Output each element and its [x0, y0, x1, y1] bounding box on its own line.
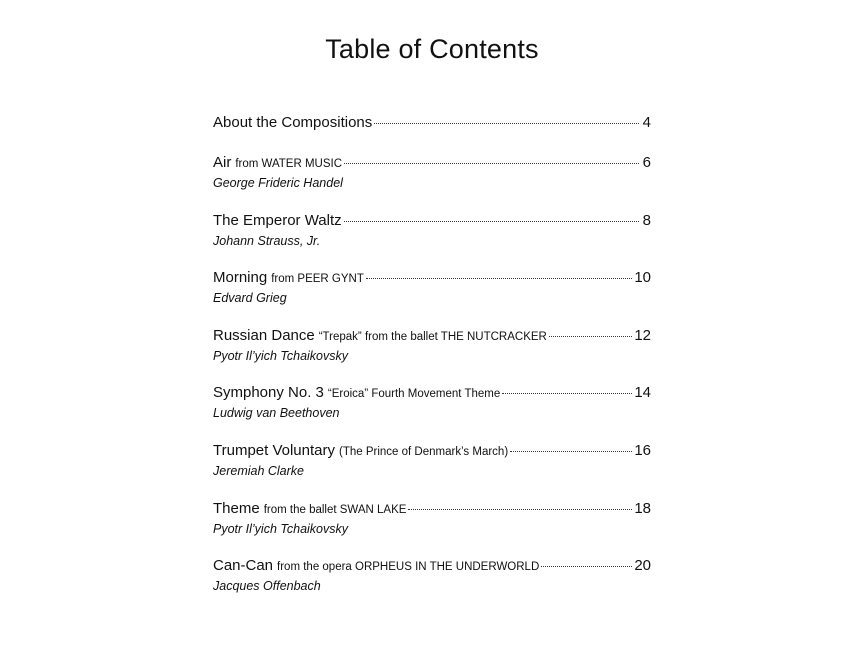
- toc-entry-page: 4: [642, 114, 651, 131]
- dot-leader: [541, 566, 632, 567]
- toc-entry: [213, 384, 651, 422]
- toc-entry-title: About the Compositions: [213, 114, 373, 131]
- toc-entry-title: Russian Dance: [213, 327, 315, 344]
- toc-entry-page: 8: [642, 212, 651, 229]
- toc-entry-page: 6: [642, 154, 651, 171]
- toc-entry: [213, 327, 651, 365]
- toc-entry-composer: Pyotr Il’yich Tchaikovsky: [213, 522, 348, 536]
- toc-entry: [213, 557, 651, 595]
- toc-entry-page: 20: [634, 557, 651, 574]
- toc-entry: [213, 114, 651, 134]
- toc-entry-line: [213, 154, 651, 174]
- toc-entry-line: [213, 269, 651, 289]
- dot-leader: [344, 163, 639, 164]
- toc-entry-line: [213, 442, 651, 462]
- toc-entry-line: [213, 384, 651, 404]
- toc-entry-line: [213, 557, 651, 577]
- dot-leader: [374, 123, 639, 124]
- toc-entry-line: [213, 212, 651, 232]
- toc-entry-line: [213, 114, 651, 134]
- toc-entry: [213, 154, 651, 192]
- toc-entry-subtitle: from the opera ORPHEUS IN THE UNDERWORLD: [277, 561, 540, 573]
- toc-entry-title: Morning: [213, 269, 268, 286]
- toc-entry-page: 18: [634, 500, 651, 517]
- dot-leader: [510, 451, 632, 452]
- toc-entry-composer: Jeremiah Clarke: [213, 464, 305, 478]
- toc-entry-page: 14: [634, 384, 651, 401]
- toc-entry-composer: Johann Strauss, Jr.: [213, 234, 321, 248]
- toc-entry: [213, 442, 651, 480]
- toc-entry-title: Theme: [213, 500, 260, 517]
- dot-leader: [344, 221, 639, 222]
- toc-entry-subtitle: from PEER GYNT: [271, 273, 364, 285]
- toc-entry-composer: George Frideric Handel: [213, 176, 343, 190]
- toc-entry: [213, 212, 651, 250]
- page-title: Table of Contents: [325, 34, 539, 64]
- toc-entry-title: Air: [213, 154, 232, 171]
- toc-entry-subtitle: “Trepak” from the ballet THE NUTCRACKER: [318, 331, 547, 343]
- toc-entry-page: 12: [634, 327, 651, 344]
- dot-leader: [549, 336, 632, 337]
- toc-entry-composer: Ludwig van Beethoven: [213, 406, 340, 420]
- toc-entry-title: Trumpet Voluntary: [213, 442, 335, 459]
- toc-entry-composer: Pyotr Il’yich Tchaikovsky: [213, 349, 348, 363]
- toc-entry: [213, 500, 651, 538]
- toc-entry-title: Can-Can: [213, 557, 274, 574]
- toc-entry-subtitle: from WATER MUSIC: [235, 158, 343, 170]
- toc-entry-line: [213, 327, 651, 347]
- toc-entry-page: 10: [634, 269, 651, 286]
- toc-entry: [213, 269, 651, 307]
- toc-entry-page: 16: [634, 442, 651, 459]
- toc-entry-title: The Emperor Waltz: [213, 212, 342, 229]
- toc-entry-composer: Jacques Offenbach: [213, 579, 321, 593]
- toc-entry-subtitle: from the ballet SWAN LAKE: [263, 504, 407, 516]
- dot-leader: [408, 509, 632, 510]
- toc-entry-title: Symphony No. 3: [213, 384, 324, 401]
- dot-leader: [366, 278, 632, 279]
- dot-leader: [502, 393, 632, 394]
- toc-entry-composer: Edvard Grieg: [213, 291, 287, 305]
- toc-entry-subtitle: (The Prince of Denmark’s March): [339, 446, 509, 458]
- toc-entry-subtitle: “Eroica” Fourth Movement Theme: [327, 388, 501, 400]
- toc-entry-line: [213, 500, 651, 520]
